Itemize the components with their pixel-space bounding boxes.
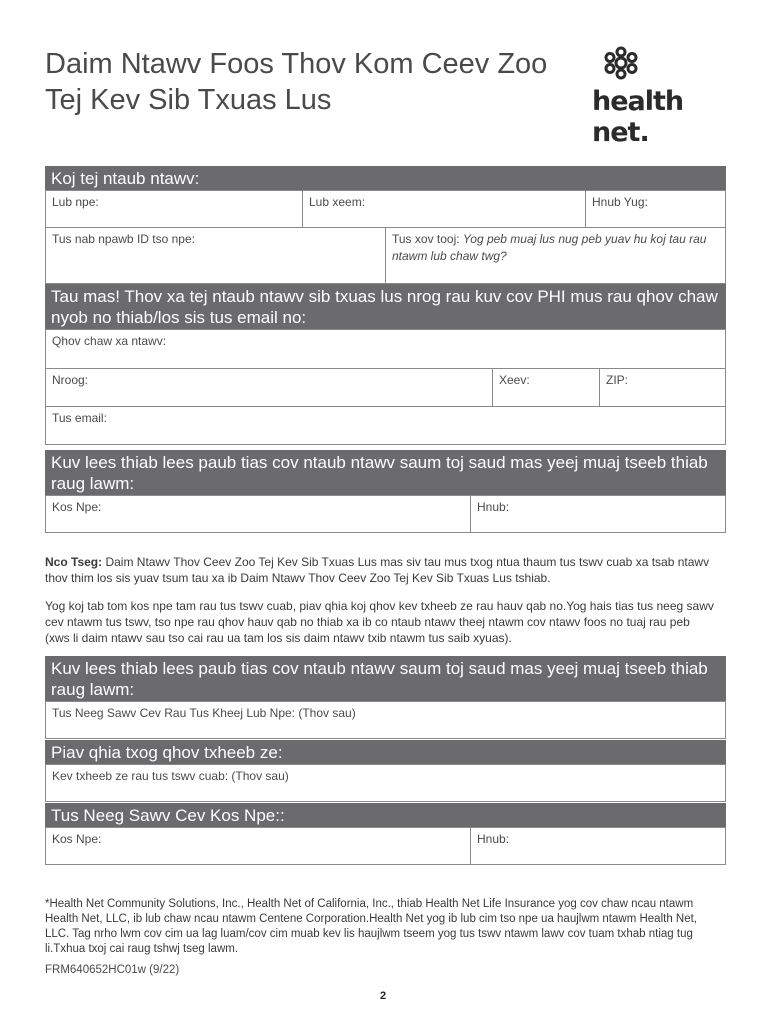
footnote: *Health Net Community Solutions, Inc., Health Net of California, Inc., thiab Health Net Life Insurance yog cov chaw ncau ntawm Health Net, LLC, ib lub chaw ncau ntawm Centene Corporation.Health Net yog ib lub cim tso npe ua haujlwm ntawm Health Net, LLC. Tag nrho lwm cov cim ua lag luam/cov cim muab kev lis haujlwm tseem yog tus tswv ntawm lawv cov tuam txhab ntiag tug li.Txhua txoj cai raug tshwj tseg lawm. <box>45 898 698 955</box>
form-row <box>45 329 726 369</box>
section-heading: Kuv lees thiab lees paub tias cov ntaub ntawv saum toj saud mas yeej muaj tseeb thiab raug lawm: <box>45 450 726 495</box>
form-row <box>45 827 726 865</box>
date-of-birth-field[interactable] <box>585 191 725 227</box>
field-label: Tus Neeg Sawv Cev Rau Tus Kheej Lub Npe: (Thov sau) <box>52 706 356 720</box>
note-label: Nco Tseg: <box>45 555 103 569</box>
note-text: Daim Ntawv Thov Ceev Zoo Tej Kev Sib Txuas Lus mas siv tau mus txog ntua thaum tus tswv cuab xa tsab ntawv thov thim los sis yuav tsum tau xa ib Daim Ntawv Thov Ceev Zoo Tej Kev Sib Txuas Lus tshiab. <box>45 555 710 585</box>
field-label: Lub npe: <box>52 195 99 209</box>
field-hint: Yog peb muaj lus nug peb yuav hu koj tau rau ntawm lub chaw twg? <box>392 232 707 263</box>
section-relationship <box>45 740 726 802</box>
field-label: Nroog: <box>52 373 89 387</box>
last-name-field[interactable] <box>302 191 585 227</box>
field-label: ZIP: <box>606 373 629 387</box>
field-label: Hnub: <box>477 832 510 846</box>
logo-emblem-icon <box>604 46 638 80</box>
form-title-line2: Tej Kev Sib Txuas Lus <box>45 84 332 116</box>
zip-field[interactable] <box>599 369 725 406</box>
field-label: Tus xov tooj: <box>392 232 463 246</box>
page-number: 2 <box>380 990 387 1002</box>
state-field[interactable] <box>492 369 599 406</box>
field-label: Kev txheeb ze rau tus tswv cuab: (Thov sau) <box>52 769 289 783</box>
email-field[interactable] <box>46 407 725 444</box>
field-label: Tus email: <box>52 411 107 425</box>
mailing-address-field[interactable] <box>46 330 725 368</box>
health-net-logo <box>592 46 732 148</box>
form-title <box>45 46 547 118</box>
section-representative <box>45 656 726 739</box>
phone-field[interactable] <box>385 228 725 283</box>
instructions-paragraph: Yog koj tab tom kos npe tam rau tus tswv cuab, piav qhia koj qhov kev txheeb ze rau hauv qab no.Yog hais tias tus neeg sawv cev ntawm tus tswv, tso npe rau qhov hauv qab no thiab xa ib co ntaub ntawv theej ntawm cov ntawv foos no tuaj rau peb (xws li daim ntawv sau tso cai rau ua tam los sis daim ntawv txib ntawm tus saib xyuas). <box>45 599 714 645</box>
date-field[interactable] <box>470 496 725 532</box>
representative-date-field[interactable] <box>470 828 725 864</box>
form-title-line1: Daim Ntawv Foos Thov Kom Ceev Zoo <box>45 48 548 80</box>
signature-field[interactable] <box>46 496 470 532</box>
field-label: Kos Npe: <box>52 500 102 514</box>
form-row <box>45 228 726 284</box>
member-id-field[interactable] <box>46 228 385 283</box>
form-row <box>45 407 726 445</box>
section-your-information <box>45 166 726 284</box>
relationship-field[interactable] <box>46 765 725 801</box>
first-name-field[interactable] <box>46 191 302 227</box>
form-number: FRM640652HC01w (9/22) <box>45 964 180 976</box>
field-label: Tus nab npawb ID tso npe: <box>52 232 195 246</box>
form-row <box>45 764 726 802</box>
section-send-to <box>45 284 726 445</box>
note-paragraph <box>45 554 717 586</box>
field-label: Hnub Yug: <box>592 195 648 209</box>
form-row <box>45 495 726 533</box>
field-label: Qhov chaw xa ntawv: <box>52 334 167 348</box>
field-label: Lub xeem: <box>309 195 366 209</box>
section-heading: Piav qhia txog qhov txheeb ze: <box>45 740 726 764</box>
section-heading: Kuv lees thiab lees paub tias cov ntaub ntawv saum toj saud mas yeej muaj tseeb thiab raug lawm: <box>45 656 726 701</box>
form-row <box>45 190 726 228</box>
field-label: Hnub: <box>477 500 510 514</box>
logo-wordmark: health net. <box>592 86 684 148</box>
city-field[interactable] <box>46 369 492 406</box>
field-label: Xeev: <box>499 373 530 387</box>
section-heading: Tau mas! Thov xa tej ntaub ntawv sib txuas lus nrog rau kuv cov PHI mus rau qhov chaw nyob no thiab/los sis tus email no: <box>45 284 726 329</box>
section-representative-signature <box>45 803 726 865</box>
section-attestation <box>45 450 726 533</box>
section-heading: Koj tej ntaub ntawv: <box>45 166 726 190</box>
representative-name-field[interactable] <box>46 702 725 738</box>
form-row <box>45 369 726 407</box>
section-heading: Tus Neeg Sawv Cev Kos Npe:: <box>45 803 726 827</box>
representative-signature-field[interactable] <box>46 828 470 864</box>
field-label: Kos Npe: <box>52 832 102 846</box>
form-row <box>45 701 726 739</box>
